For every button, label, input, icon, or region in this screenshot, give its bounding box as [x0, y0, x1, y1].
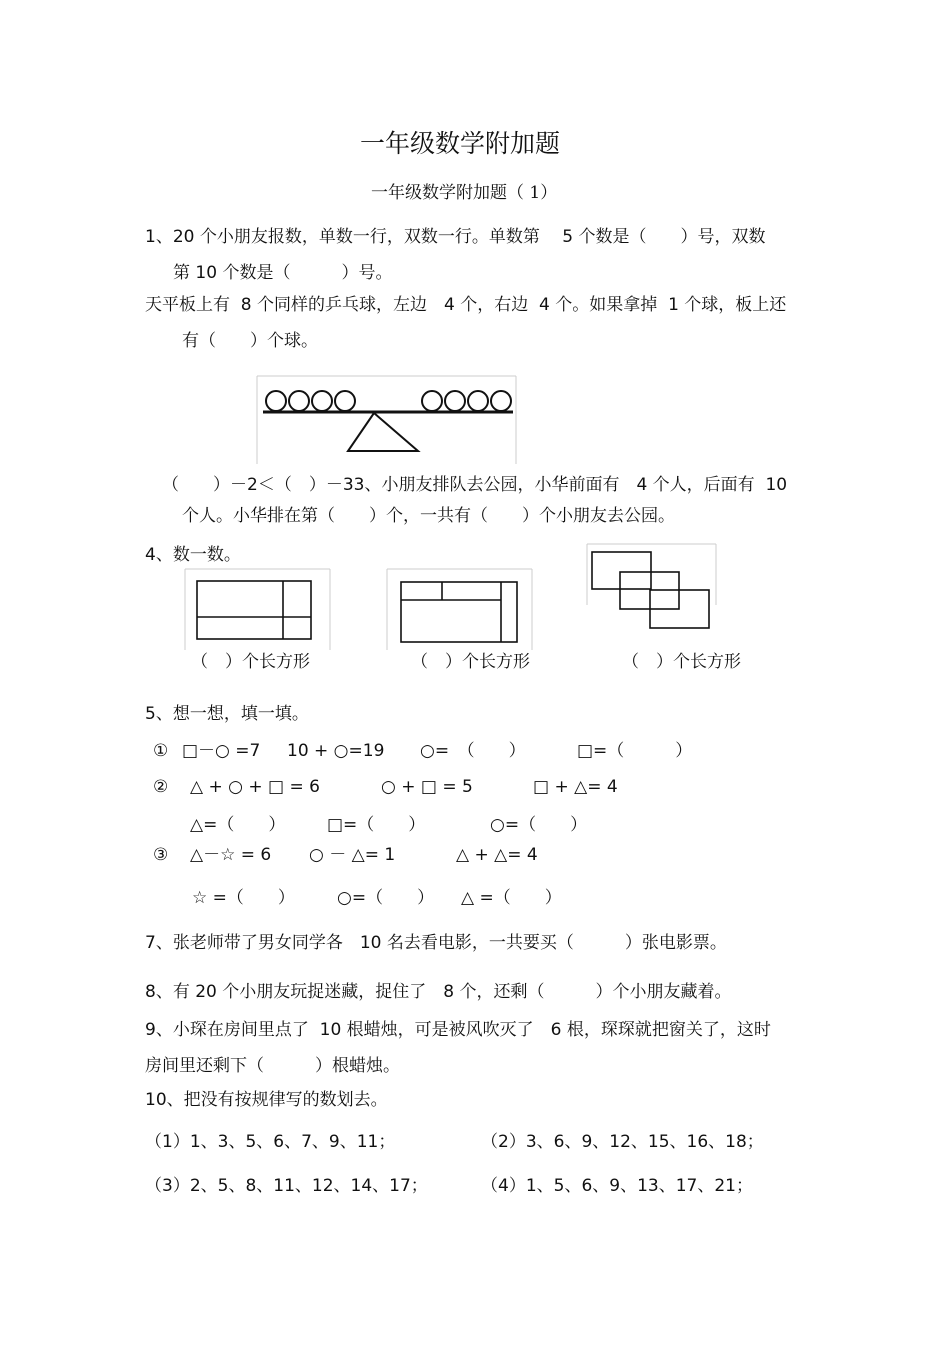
rectangle-count-caption-3: （ ）个长方形 [622, 652, 741, 672]
rectangle-count-caption-1: （ ）个长方形 [191, 652, 310, 672]
ball-icon [335, 391, 355, 411]
sequence-2: （2）3、6、9、12、15、16、18； [481, 1132, 764, 1152]
question-2-line-2: 有（ ）个球。 [182, 331, 318, 351]
row-1-answer-square: □=（ ） [577, 741, 693, 761]
ball-icon [266, 391, 286, 411]
fulcrum-triangle [348, 413, 418, 451]
row-3-answer-triangle: △ =（ ） [461, 888, 562, 908]
question-10-heading: 10、把没有按规律写的数划去。 [145, 1090, 388, 1110]
row-2-number: ② [153, 777, 169, 797]
row-1-answer-circle: ○= （ ） [420, 741, 526, 761]
row-3-number: ③ [153, 845, 169, 865]
row-1-equation-a: □－○ =7 [182, 741, 261, 761]
rectangle-figure-1 [184, 568, 332, 652]
rectangle-count-caption-2: （ ）个长方形 [411, 652, 530, 672]
row-3-answer-star: ☆ =（ ） [192, 888, 295, 908]
ball-icon [468, 391, 488, 411]
row-2-equation-a: △ + ○ + □ = 6 [190, 777, 320, 797]
question-5-heading: 5、想一想，填一填。 [145, 704, 309, 724]
question-9-line-2: 房间里还剩下（ ）根蜡烛。 [145, 1056, 400, 1076]
row-3-equation-b: ○ － △= 1 [309, 845, 396, 865]
row-2-answer-triangle: △=（ ） [190, 815, 286, 835]
ball-icon [422, 391, 442, 411]
row-1-equation-b: 10 + ○=19 [287, 741, 385, 761]
row-3-equation-c: △ + △= 4 [456, 845, 538, 865]
sequence-1: （1）1、3、5、6、7、9、11； [145, 1132, 396, 1152]
question-8: 8、有 20 个小朋友玩捉迷藏，捉住了 8 个，还剩（ ）个小朋友藏着。 [145, 982, 732, 1002]
row-2-equation-c: □ + △= 4 [533, 777, 618, 797]
balance-scale-figure [256, 375, 518, 465]
row-2-equation-b: ○ + □ = 5 [381, 777, 473, 797]
sequence-4: （4）1、5、6、9、13、17、21； [481, 1176, 753, 1196]
question-1-line-2: 第 10 个数是（ ）号。 [173, 263, 393, 283]
question-2-line-1: 天平板上有 8 个同样的乒乓球，左边 4 个，右边 4 个。如果拿掉 1 个球，板上还 [145, 295, 787, 315]
row-2-answer-circle: ○=（ ） [490, 815, 588, 835]
rectangle-figure-3 [586, 543, 718, 635]
row-3-equation-a: △－☆ = 6 [190, 845, 272, 865]
page-subtitle: 一年级数学附加题（ 1） [371, 183, 558, 203]
ball-icon [289, 391, 309, 411]
row-3-answer-circle: ○=（ ） [337, 888, 435, 908]
page-title: 一年级数学附加题 [360, 129, 561, 158]
sequence-3: （3）2、5、8、11、12、14、17； [145, 1176, 428, 1196]
question-3-line-1: （ ）－2＜（ ）－33、小朋友排队去公园，小华前面有 4 个人，后面有 10 [162, 475, 788, 495]
question-7: 7、张老师带了男女同学各 10 名去看电影，一共要买（ ）张电影票。 [145, 933, 727, 953]
ball-icon [312, 391, 332, 411]
question-9-line-1: 9、小琛在房间里点了 10 根蜡烛，可是被风吹灭了 6 根，琛琛就把窗关了，这时 [145, 1020, 771, 1040]
question-1-line-1: 1、20 个小朋友报数，单数一行，双数一行。单数第 5 个数是（ ）号，双数 [145, 227, 766, 247]
rectangle-figure-2 [386, 568, 534, 652]
row-2-answer-square: □=（ ） [327, 815, 426, 835]
question-3-line-2: 个人。小华排在第（ ）个，一共有（ ）个小朋友去公园。 [182, 506, 675, 526]
row-1-number: ① [153, 741, 169, 761]
ball-icon [491, 391, 511, 411]
ball-icon [445, 391, 465, 411]
question-4-heading: 4、数一数。 [145, 545, 241, 565]
